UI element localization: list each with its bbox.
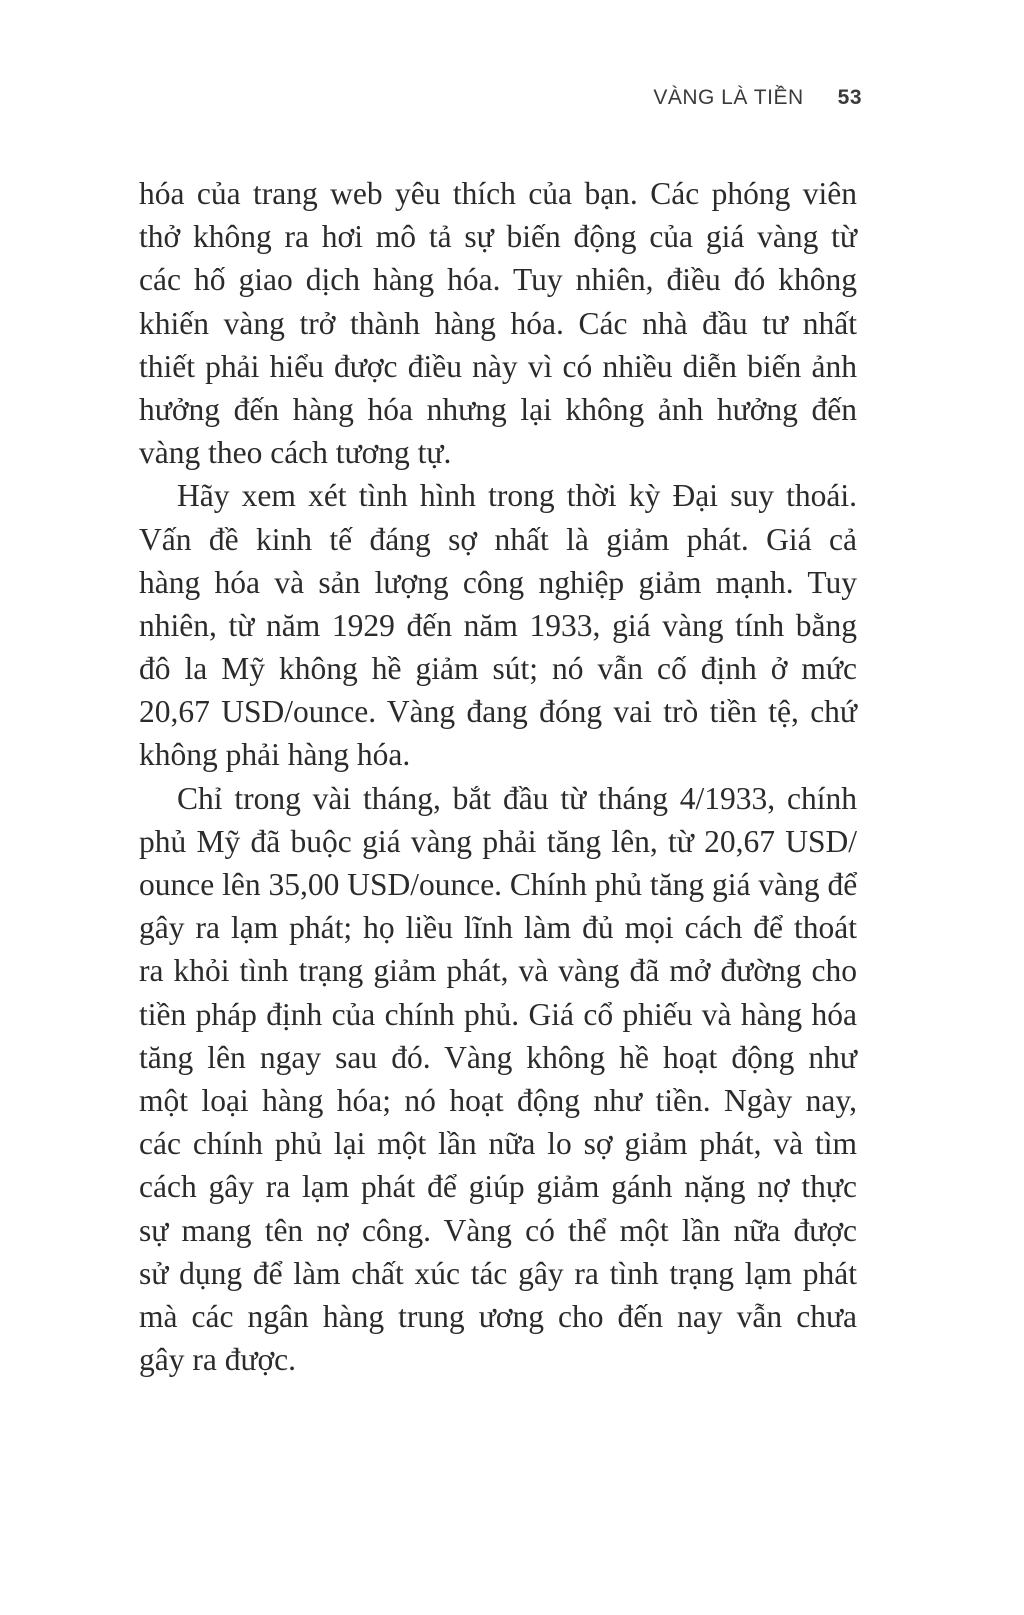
running-header [653,86,862,110]
paragraph-2 [139,474,857,776]
text-line: sử dụng để làm chất xúc tác gây ra tình trạng lạm phát [139,1255,857,1291]
paragraph-3 [139,777,857,1382]
text-line: ounce lên 35,00 USD/ounce. Chính phủ tăng giá vàng để [139,867,858,902]
text-line: các hố giao dịch hàng hóa. Tuy nhiên, điều đó không [139,262,857,298]
text-line: cách gây ra lạm phát để giúp giảm gánh nặng nợ thực [139,1169,857,1205]
text-line: Hãy xem xét tình hình trong thời kỳ Đại suy thoái. [177,478,857,514]
body-text [139,172,857,1381]
text-line: các chính phủ lại một lần nữa lo sợ giảm phát, và tìm [139,1126,857,1162]
text-line: thở không ra hơi mô tả sự biến động của giá vàng từ [139,219,857,255]
text-line: 20,67 USD/ounce. Vàng đang đóng vai trò tiền tệ, chứ [139,694,857,730]
text-line: Vấn đề kinh tế đáng sợ nhất là giảm phát. Giá cả [139,521,857,557]
text-line: tiền pháp định của chính phủ. Giá cổ phiếu và hàng hóa [139,996,857,1032]
text-line: mà các ngân hàng trung ương cho đến nay vẫn chưa [139,1298,857,1334]
text-line: hóa của trang web yêu thích của bạn. Các phóng viên [139,176,857,211]
text-line: Chỉ trong vài tháng, bắt đầu từ tháng 4/1933, chính [177,780,857,816]
chapter-title: VÀNG LÀ TIỀN [653,86,804,109]
text-line: một loại hàng hóa; nó hoạt động như tiền. Ngày nay, [139,1082,857,1118]
text-line: sự mang tên nợ công. Vàng có thể một lần nữa được [139,1212,857,1248]
text-line: hàng hóa và sản lượng công nghiệp giảm mạnh. Tuy [139,564,857,600]
text-line: ra khỏi tình trạng giảm phát, và vàng đã mở đường cho [139,953,857,989]
page-number: 53 [837,86,862,109]
text-line: khiến vàng trở thành hàng hóa. Các nhà đầu tư nhất [139,305,857,341]
text-line: phủ Mỹ đã buộc giá vàng phải tăng lên, từ 20,67 USD/ [139,823,857,859]
text-line: vàng theo cách tương tự. [139,435,452,471]
text-line: nhiên, từ năm 1929 đến năm 1933, giá vàng tính bằng [139,607,857,643]
text-line: gây ra lạm phát; họ liều lĩnh làm đủ mọi cách để thoát [139,910,857,946]
text-line: thiết phải hiểu được điều này vì có nhiều diễn biến ảnh [139,348,857,384]
paragraph-1 [139,172,857,474]
text-line: gây ra được. [139,1342,297,1378]
text-line: hưởng đến hàng hóa nhưng lại không ảnh hưởng đến [139,391,857,427]
text-line: tăng lên ngay sau đó. Vàng không hề hoạt động như [139,1039,857,1075]
text-line: không phải hàng hóa. [139,737,411,773]
text-line: đô la Mỹ không hề giảm sút; nó vẫn cố định ở mức [139,651,857,687]
